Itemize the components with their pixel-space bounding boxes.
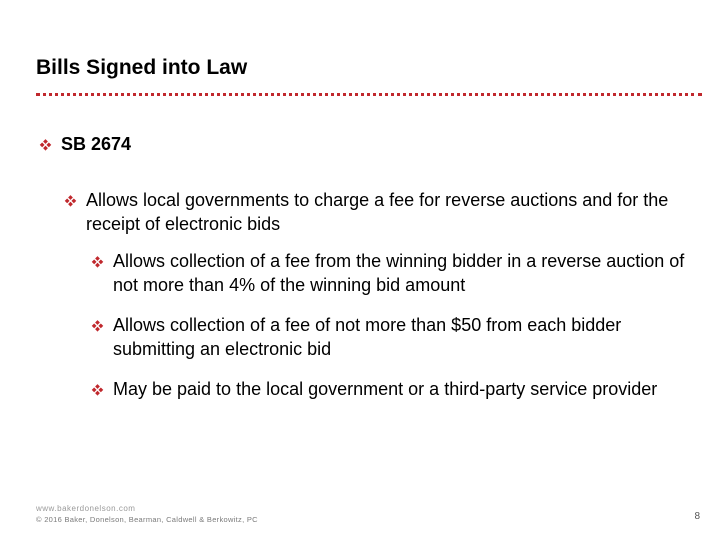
footer-url: www.bakerdonelson.com — [36, 504, 136, 513]
diamond-bullet-icon — [91, 313, 113, 337]
diamond-bullet-icon — [91, 377, 113, 401]
bullet-text: SB 2674 — [61, 134, 132, 154]
bullet-text: Allows collection of a fee from the winning bidder in a reverse auction of not more than 4% of the winning bid amount — [113, 251, 685, 295]
bullet-level-3 — [91, 377, 691, 401]
diamond-bullet-icon — [91, 249, 113, 273]
bullet-level-1 — [39, 132, 679, 156]
bullet-text: Allows local governments to charge a fee for reverse auctions and for the receipt of electronic bids — [86, 190, 669, 234]
footer-copyright: © 2016 Baker, Donelson, Bearman, Caldwell & Berkowitz, PC — [36, 515, 258, 524]
diamond-bullet-icon — [39, 132, 61, 156]
bullet-text: Allows collection of a fee of not more than $50 from each bidder submitting an electronic bid — [113, 315, 622, 359]
bullet-level-3 — [91, 249, 691, 297]
page-number: 8 — [694, 511, 700, 522]
title-divider — [36, 93, 702, 96]
slide-title: Bills Signed into Law — [36, 56, 248, 79]
bullet-level-3 — [91, 313, 691, 361]
diamond-bullet-icon — [64, 188, 86, 212]
bullet-level-2 — [64, 188, 674, 236]
bullet-text: May be paid to the local government or a third-party service provider — [113, 379, 658, 399]
